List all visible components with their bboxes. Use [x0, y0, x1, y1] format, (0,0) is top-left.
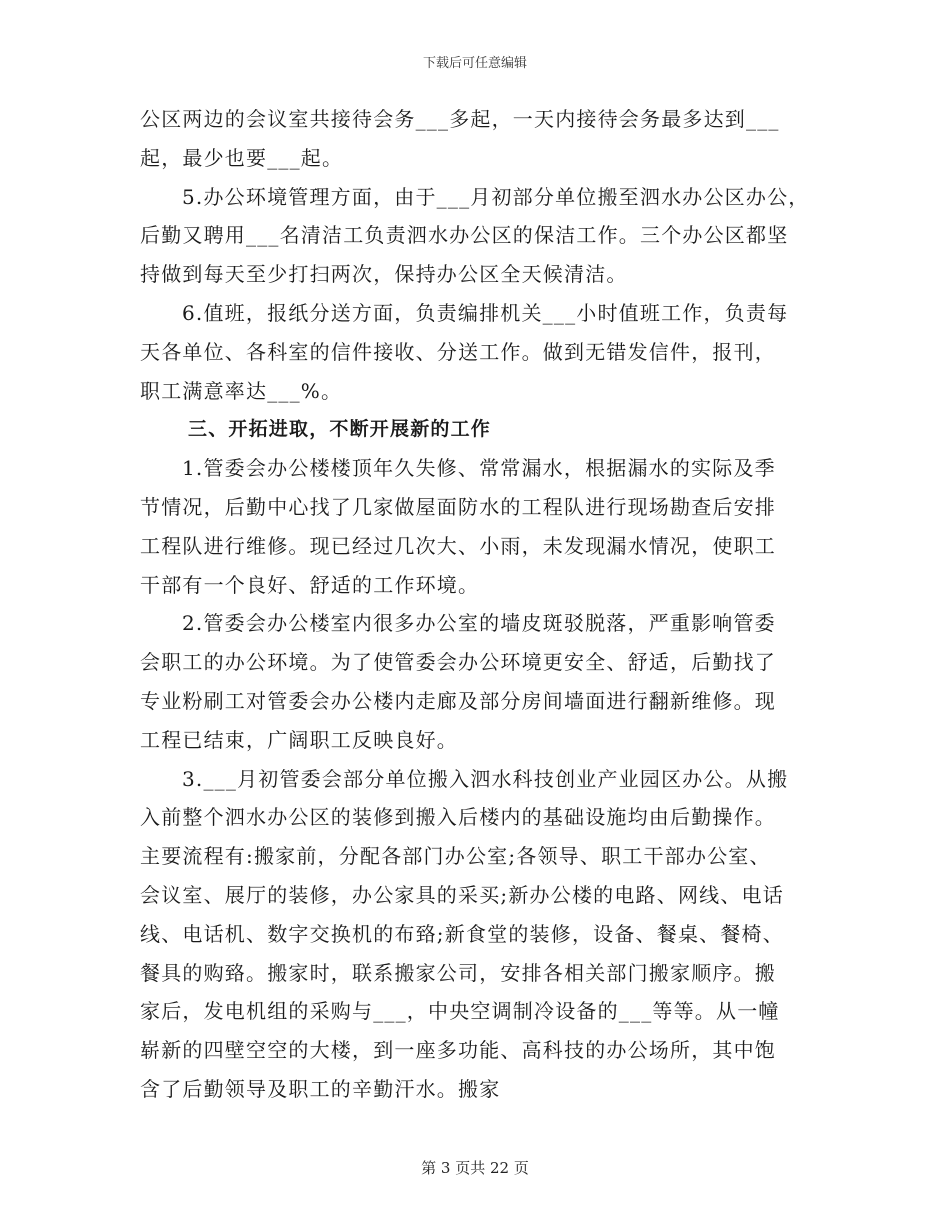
body-line: 公区两边的会议室共接待会务___多起，一天内接待会务最多达到___: [140, 107, 780, 131]
body-line: 5.办公环境管理方面，由于___月初部分单位搬至泗水办公区办公，: [182, 184, 810, 209]
body-line: 含了后勤领导及职工的辛勤汗水。搬家: [140, 1076, 501, 1101]
body-line: 餐具的购臵。搬家时，联系搬家公司，安排各相关部门搬家顺序。搬: [140, 960, 776, 985]
body-line: 工程已结束，广阔职工反映良好。: [140, 727, 458, 752]
body-line: 主要流程有:搬家前，分配各部门办公室;各领导、职工干部办公室、: [140, 844, 771, 869]
body-line: 持做到每天至少打扫两次，保持办公区全天候清洁。: [140, 262, 628, 287]
document-body: [140, 100, 830, 1109]
section-heading: 三、开拓进取，不断开展新的工作: [188, 418, 492, 441]
body-line: 3.___月初管委会部分单位搬入泗水科技创业产业园区办公。从搬: [182, 766, 789, 791]
body-line: 会议室、展厅的装修，办公家具的采买;新办公楼的电路、网线、电话: [140, 882, 784, 907]
body-line: 会职工的办公环境。为了使管委会办公环境更安全、舒适，后勤找了: [140, 650, 776, 675]
body-line: 崭新的四壁空空的大楼，到一座多功能、高科技的办公场所，其中饱: [140, 1038, 776, 1063]
body-line: 线、电话机、数字交换机的布臵;新食堂的装修，设备、餐桌、餐椅、: [140, 921, 784, 946]
body-line: 天各单位、各科室的信件接收、分送工作。做到无错发信件，报刊，: [140, 339, 776, 364]
body-line: 2.管委会办公楼室内很多办公室的墙皮斑驳脱落，严重影响管委: [182, 611, 776, 636]
page-header: 下载后可任意编辑: [422, 56, 527, 71]
body-line: 专业粉刷工对管委会办公楼内走廊及部分房间墙面进行翻新维修。现: [140, 688, 776, 713]
body-line: 后勤又聘用___名清洁工负责泗水办公区的保洁工作。三个办公区都坚: [140, 223, 789, 248]
body-line: 节情况，后勤中心找了几家做屋面防水的工程队进行现场勘查后安排: [140, 494, 776, 519]
body-line: 家后，发电机组的采购与___，中央空调制冷设备的___等等。从一幢: [140, 999, 780, 1024]
body-line: 工程队进行维修。现已经过几次大、小雨，未发现漏水情况，使职工: [140, 533, 776, 558]
body-line: 6.值班，报纸分送方面，负责编排机关___小时值班工作，负责每: [182, 300, 789, 325]
body-line: 干部有一个良好、舒适的工作环境。: [140, 572, 480, 597]
page-footer: 第 3 页共 22 页: [421, 1159, 529, 1177]
body-line: 入前整个泗水办公区的装修到搬入后楼内的基础设施均由后勤操作。: [140, 805, 776, 830]
body-line: 职工满意率达___%。: [140, 378, 343, 403]
body-line: 起，最少也要___起。: [140, 145, 344, 170]
body-line: 1.管委会办公楼楼顶年久失修、常常漏水，根据漏水的实际及季: [182, 456, 776, 481]
